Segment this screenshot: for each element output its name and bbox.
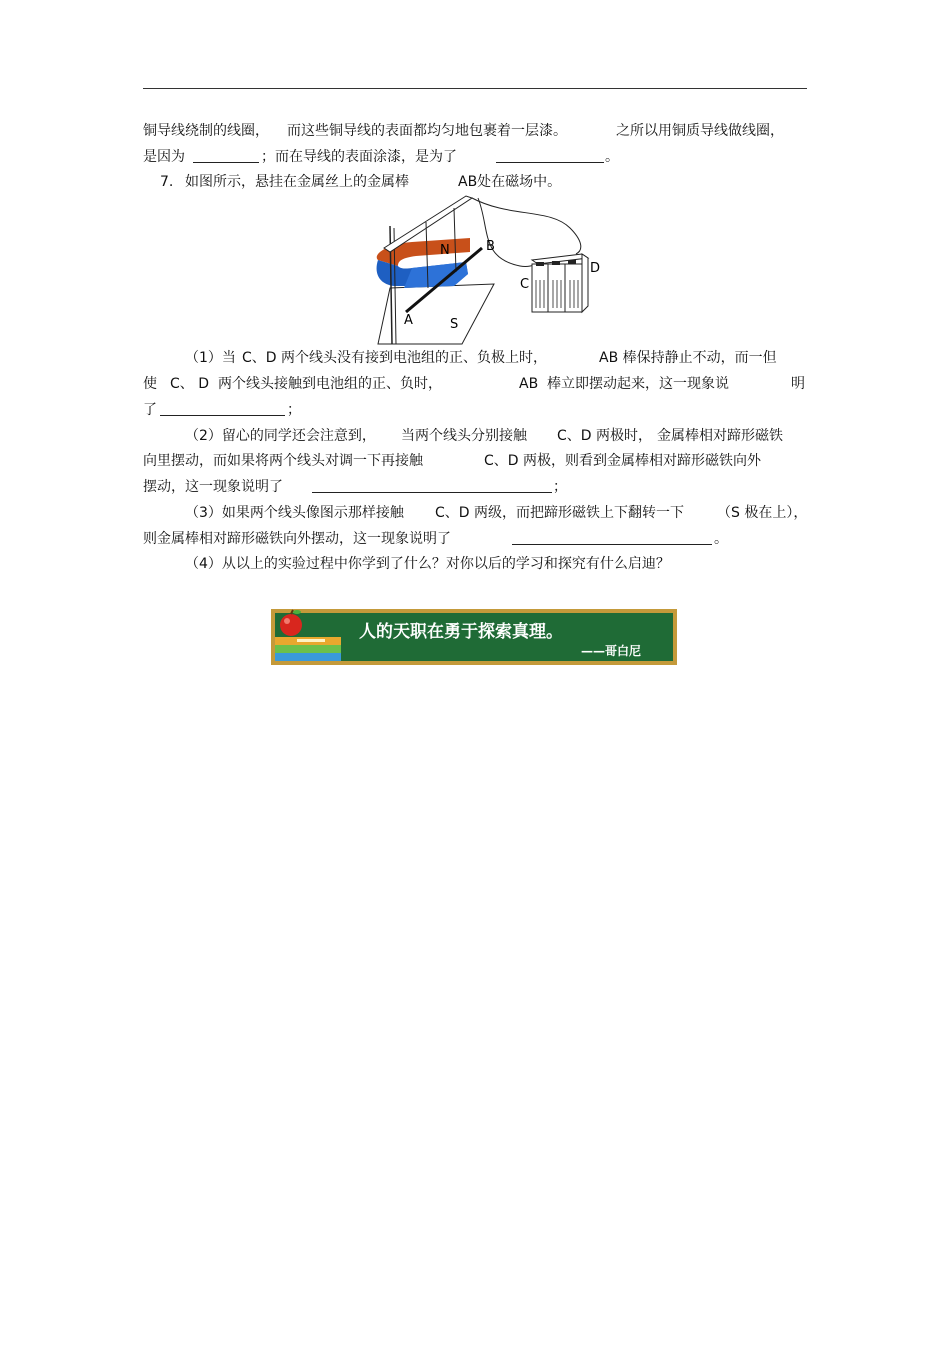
- text-segment: 明: [791, 376, 805, 392]
- text-segment: ；而在导线的表面涂漆，是为了: [261, 149, 457, 165]
- text-segment: ；: [553, 479, 567, 495]
- text-segment: AB: [519, 376, 539, 392]
- text-segment: （4）从以上的实验过程中你学到了什么？对你以后的学习和探究有什么启迪？: [185, 556, 670, 572]
- sub-question-3-line-1: [143, 503, 807, 523]
- text-segment: 棒立即摆动起来，这一现象说: [547, 376, 729, 392]
- text-segment: 如图所示，悬挂在金属丝上的金属棒: [185, 174, 409, 190]
- battery-pack: [532, 254, 588, 312]
- answer-blank[interactable]: [193, 147, 259, 163]
- text-segment: 使: [143, 376, 157, 392]
- banner-quote: 人的天职在勇于探索真理。: [359, 622, 563, 642]
- text-segment: C、 D: [170, 376, 210, 392]
- answer-blank[interactable]: [496, 147, 604, 163]
- text-segment: 则金属棒相对蹄形磁铁向外摆动，这一现象说明了: [143, 531, 451, 547]
- books-icon: [275, 637, 341, 661]
- text-segment: 而这些铜导线的表面都均匀地包裹着一层漆。: [287, 123, 567, 139]
- label-s: S: [450, 317, 459, 332]
- text-segment: （2）留心的同学还会注意到，: [185, 428, 376, 444]
- text-segment: 摆动，这一现象说明了: [143, 479, 283, 495]
- text-segment: 金属棒相对蹄形磁铁: [657, 428, 783, 444]
- paragraph-line-2: [143, 147, 807, 167]
- header-rule: [143, 88, 807, 89]
- sub-question-2-line-1: [143, 426, 807, 446]
- label-c: C: [520, 277, 530, 292]
- text-segment: 了: [143, 402, 157, 418]
- banner-author: ——哥白尼: [581, 644, 642, 658]
- answer-blank[interactable]: [160, 400, 285, 416]
- sub-question-2-line-2: [143, 451, 807, 471]
- text-segment: 向里摆动，而如果将两个线头对调一下再接触: [143, 453, 423, 469]
- answer-blank[interactable]: [312, 477, 552, 493]
- sub-question-4-line: [143, 554, 807, 574]
- text-segment: C、D 两极，则看到金属棒相对蹄形磁铁向外: [484, 453, 762, 469]
- label-a: A: [404, 313, 413, 328]
- label-b: B: [486, 239, 495, 254]
- sub-question-3-line-2: [143, 529, 807, 549]
- answer-blank[interactable]: [512, 529, 712, 545]
- text-segment: 两个线头接触到电池组的正、负时，: [218, 376, 442, 392]
- text-segment: ；: [287, 402, 301, 418]
- label-n: N: [440, 243, 450, 258]
- text-segment: C、D 两极时，: [557, 428, 653, 444]
- text-segment: 。: [714, 531, 728, 547]
- text-segment: 铜导线绕制的线圈，: [143, 123, 269, 139]
- text-segment: AB处在磁场中。: [458, 174, 562, 190]
- text-segment: （1）当: [185, 350, 236, 366]
- text-segment: C、D 两级，而把蹄形磁铁上下翻转一下: [435, 505, 685, 521]
- experiment-figure: [370, 188, 610, 348]
- label-d: D: [590, 261, 601, 276]
- sub-question-1-line-2: [143, 374, 807, 394]
- text-segment: 。: [605, 149, 619, 165]
- magnet-south-face: [404, 262, 468, 288]
- text-segment: 是因为: [143, 149, 185, 165]
- text-segment: 当两个线头分别接触: [401, 428, 527, 444]
- text-segment: C、D 两个线头没有接到电池组的正、负极上时，: [242, 350, 548, 366]
- text-segment: （S 极在上），: [717, 505, 808, 521]
- question-number: 7.: [160, 174, 174, 190]
- sub-question-1-line-3: [143, 400, 807, 420]
- text-segment: 之所以用铜质导线做线圈，: [616, 123, 784, 139]
- sub-question-2-line-3: [143, 477, 807, 497]
- text-segment: AB 棒保持静止不动，而一但: [599, 350, 777, 366]
- paragraph-line-1: [143, 121, 807, 141]
- quote-banner: [271, 609, 677, 665]
- sub-question-1-line-1: [143, 348, 807, 368]
- text-segment: （3）如果两个线头像图示那样接触: [185, 505, 404, 521]
- lead-wire-c: [478, 198, 542, 267]
